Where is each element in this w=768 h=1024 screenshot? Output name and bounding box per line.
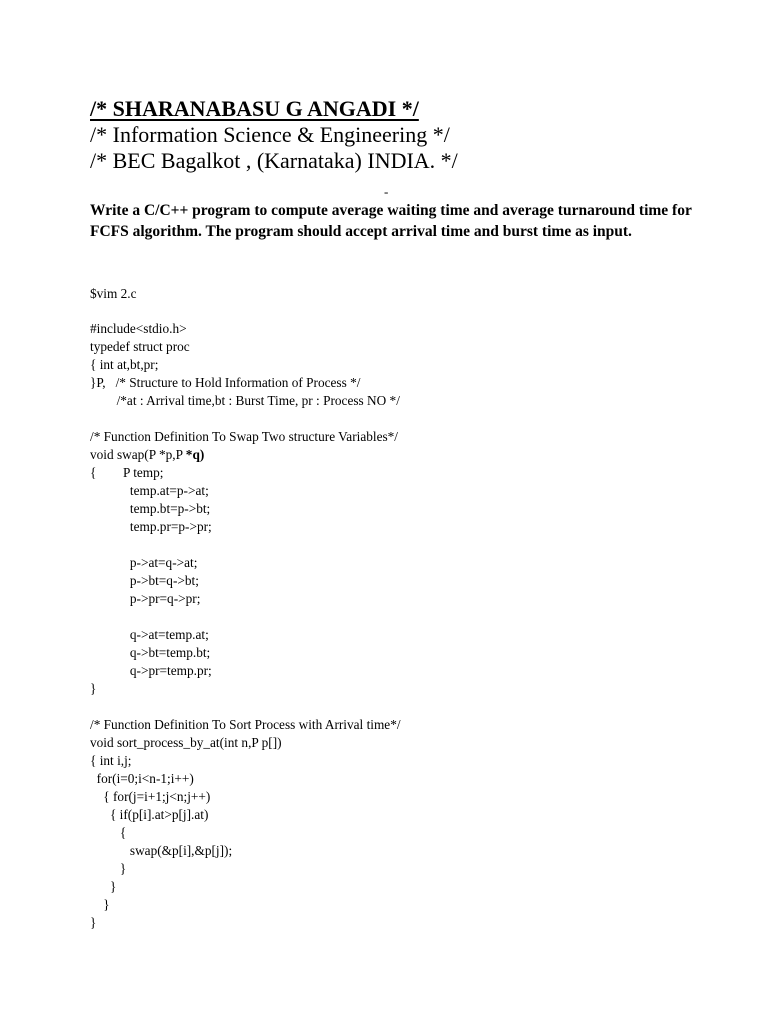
location-line: /* BEC Bagalkot , (Karnataka) INDIA. */	[90, 148, 458, 173]
code-line-q-bt: q->bt=temp.bt;	[90, 645, 211, 660]
code-line-if-compare: { if(p[i].at>p[j].at)	[90, 807, 209, 822]
code-line-outer-close: }	[90, 897, 110, 912]
code-line-q-pr: q->pr=temp.pr;	[90, 663, 212, 678]
code-line-p-bt: p->bt=q->bt;	[90, 573, 199, 588]
task-description: Write a C/C++ program to compute average waiting time and average turnaround time for FCFS algorithm. The program should accept arrival time and burst time as input.	[90, 202, 692, 240]
code-line-outer-loop: for(i=0;i<n-1;i++)	[90, 771, 194, 786]
code-line-swap-signature	[90, 446, 204, 464]
department-line: /* Information Science & Engineering */	[90, 122, 450, 147]
separator-mark: -	[384, 184, 389, 199]
code-line-temp-pr: temp.pr=p->pr;	[90, 519, 212, 534]
code-line-inner-loop: { for(j=i+1;j<n;j++)	[90, 789, 211, 804]
code-line-p-at: p->at=q->at;	[90, 555, 198, 570]
code-line-include: #include<stdio.h>	[90, 321, 187, 336]
code-line-temp-at: temp.at=p->at;	[90, 483, 209, 498]
code-line-sort-signature: void sort_process_by_at(int n,P p[])	[90, 735, 282, 750]
code-line-q-at: q->at=temp.at;	[90, 627, 209, 642]
code-line-swap-comment: /* Function Definition To Swap Two structure Variables*/	[90, 429, 398, 444]
vim-command: $vim 2.c	[90, 286, 137, 301]
code-line-typedef: typedef struct proc	[90, 339, 190, 354]
code-line-temp-bt: temp.bt=p->bt;	[90, 501, 211, 516]
code-line-swap-call: swap(&p[i],&p[j]);	[90, 843, 233, 858]
swap-signature-start: void swap(P *p,P	[90, 447, 186, 462]
code-line-swap-end: }	[90, 681, 97, 696]
code-line-sort-comment: /* Function Definition To Sort Process with Arrival time*/	[90, 717, 401, 732]
swap-signature-param-q: *q)	[185, 447, 205, 462]
code-line-struct-fields: { int at,bt,pr;	[90, 357, 159, 372]
code-line-sort-end: }	[90, 915, 97, 930]
code-line-struct-comment: /*at : Arrival time,bt : Burst Time, pr : Process NO */	[90, 393, 400, 408]
code-line-if-open: {	[90, 825, 127, 840]
code-line-if-close: }	[90, 861, 127, 876]
code-line-inner-close: }	[90, 879, 117, 894]
author-line: /* SHARANABASU G ANGADI */	[90, 96, 419, 121]
code-line-p-pr: p->pr=q->pr;	[90, 591, 201, 606]
code-line-sort-vars: { int i,j;	[90, 753, 132, 768]
code-line-temp-decl: { P temp;	[90, 465, 164, 480]
code-line-struct-end: }P, /* Structure to Hold Information of Process */	[90, 375, 361, 390]
